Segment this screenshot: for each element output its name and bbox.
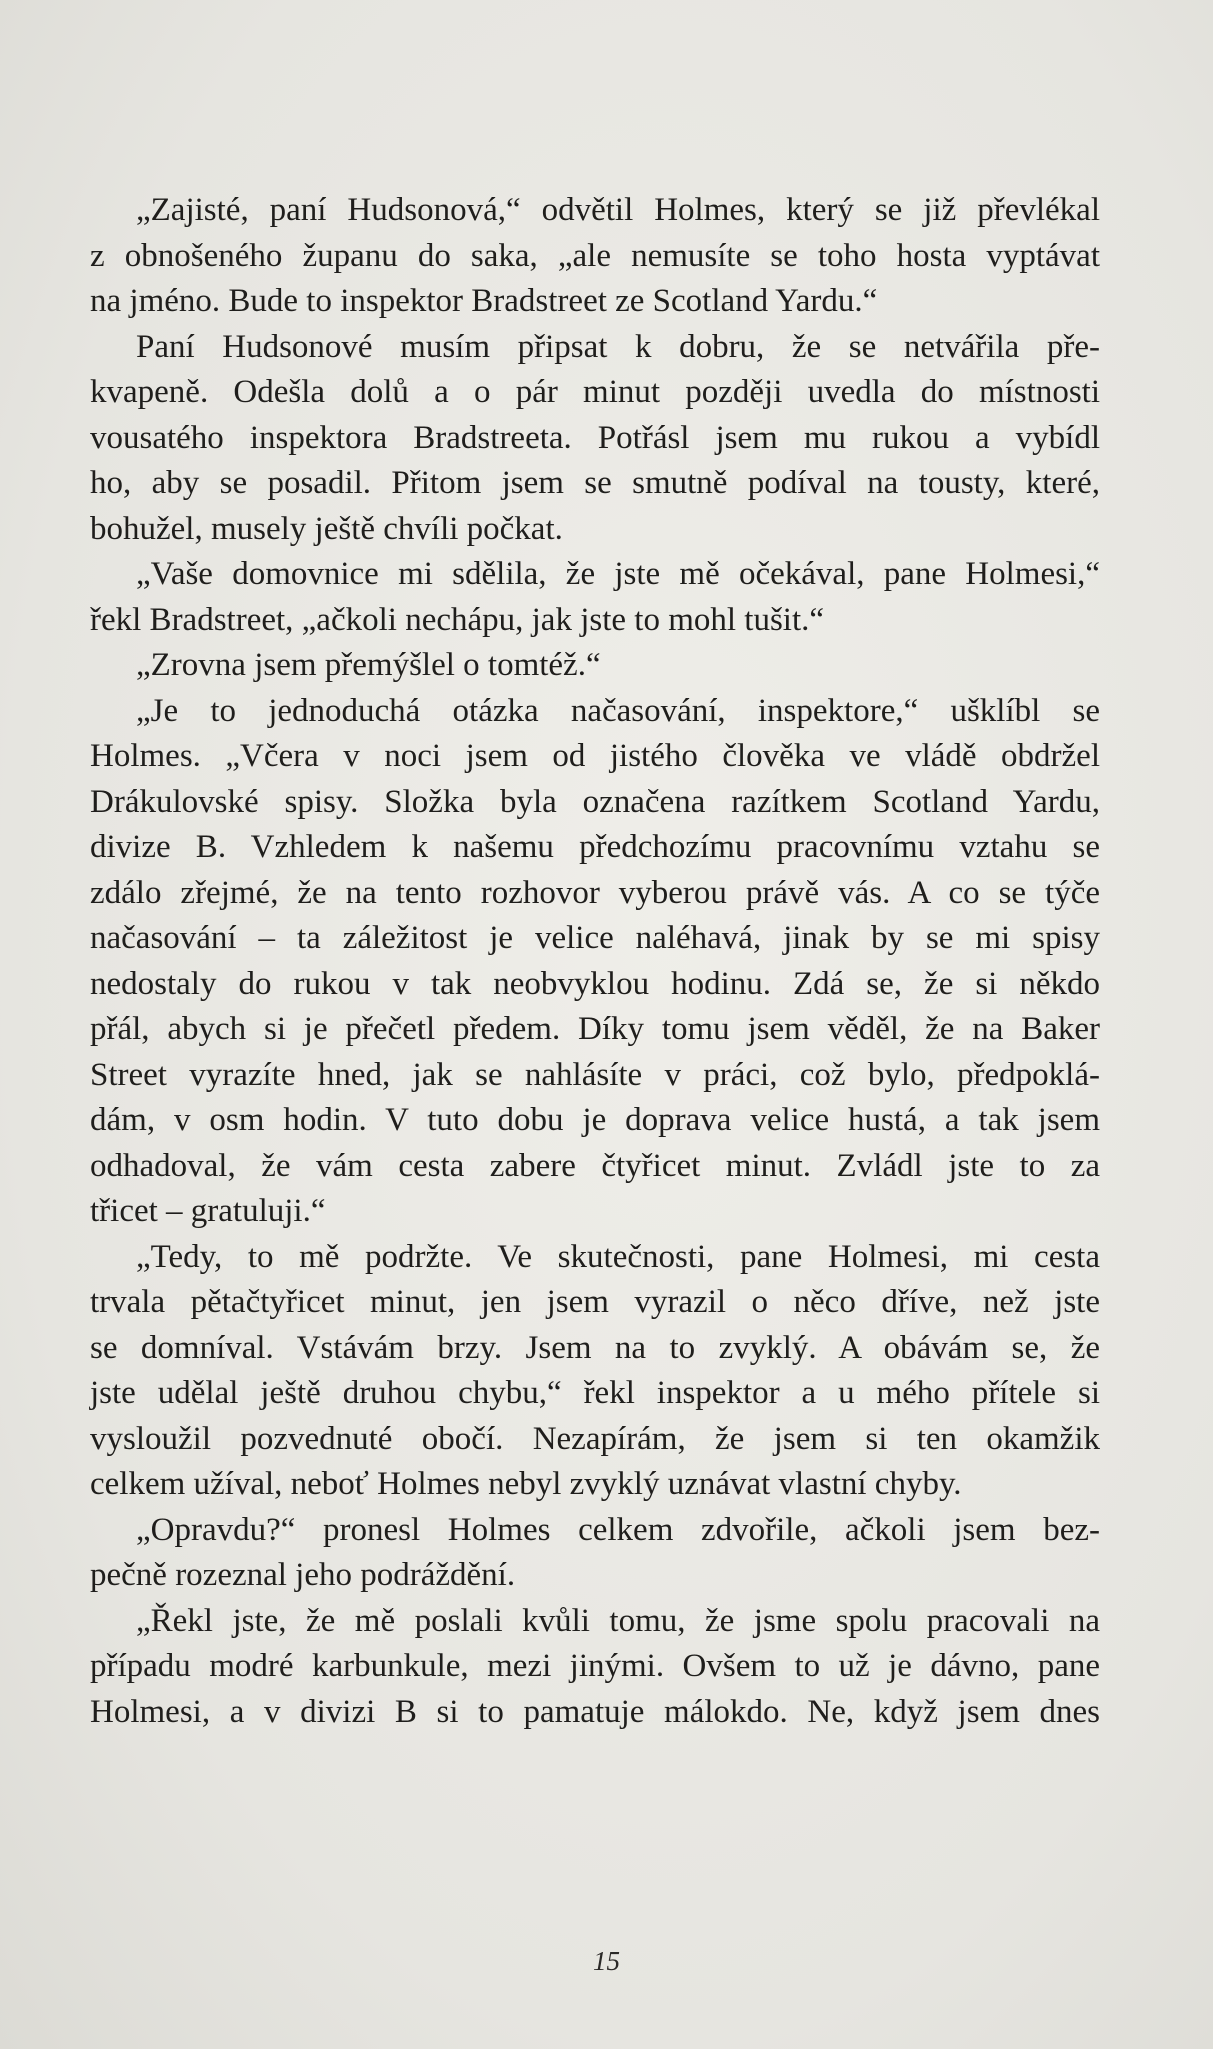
text-line: přál, abych si je přečetl předem. Díky tomu jsem věděl, že na Baker: [90, 1011, 1100, 1047]
text-line: „Řekl jste, že mě poslali kvůli tomu, že jsme spolu pracovali na: [136, 1602, 1100, 1639]
text-line: divize B. Vzhledem k našemu předchozímu pracovnímu vztahu se: [90, 829, 1100, 865]
text-line: „Vaše domovnice mi sdělila, že jste mě očekával, pane Holmesi,“: [136, 556, 1100, 592]
text-line: Drákulovské spisy. Složka byla označena razítkem Scotland Yardu,: [90, 783, 1100, 820]
text-line: třicet – gratuluji.“: [90, 1193, 326, 1229]
text-line: vysloužil pozvednuté obočí. Nezapírám, že jsem si ten okamžik: [90, 1420, 1100, 1457]
text-line: odhadoval, že vám cesta zabere čtyřicet minut. Zvládl jste to za: [90, 1147, 1100, 1184]
text-line: pečně rozeznal jeho podráždění.: [90, 1557, 516, 1593]
text-line: Holmes. „Včera v noci jsem od jistého člověka ve vládě obdržel: [90, 738, 1100, 774]
text-line: nedostaly do rukou v tak neobvyklou hodinu. Zdá se, že si někdo: [90, 965, 1100, 1002]
body-text: [90, 188, 1100, 1735]
text-line: na jméno. Bude to inspektor Bradstreet ze Scotland Yardu.“: [90, 283, 878, 319]
text-line: ho, aby se posadil. Přitom jsem se smutně podíval na tousty, které,: [90, 465, 1100, 501]
text-line: jste udělal ještě druhou chybu,“ řekl inspektor a u mého přítele si: [90, 1375, 1100, 1411]
text-line: bohužel, musely ještě chvíli počkat.: [90, 510, 563, 547]
text-line: případu modré karbunkule, mezi jinými. Ovšem to už je dávno, pane: [90, 1648, 1100, 1684]
text-line: „Zajisté, paní Hudsonová,“ odvětil Holmes, který se již převlékal: [136, 192, 1100, 228]
text-line: kvapeně. Odešla dolů a o pár minut později uvedla do místnosti: [90, 374, 1100, 410]
text-line: vousatého inspektora Bradstreeta. Potřásl jsem mu rukou a vybídl: [90, 419, 1100, 456]
text-line: dám, v osm hodin. V tuto dobu je doprava velice hustá, a tak jsem: [90, 1102, 1100, 1138]
text-line: se domníval. Vstávám brzy. Jsem na to zvyklý. A obávám se, že: [90, 1329, 1100, 1366]
text-line: Holmesi, a v divizi B si to pamatuje málokdo. Ne, když jsem dnes: [90, 1693, 1100, 1730]
text-line: „Opravdu?“ pronesl Holmes celkem zdvořile, ačkoli jsem bez-: [136, 1511, 1100, 1548]
text-line: celkem užíval, neboť Holmes nebyl zvyklý uznávat vlastní chyby.: [90, 1466, 962, 1502]
text-line: „Tedy, to mě podržte. Ve skutečnosti, pane Holmesi, mi cesta: [136, 1238, 1100, 1275]
text-line: Street vyrazíte hned, jak se nahlásíte v práci, což bylo, předpoklá-: [90, 1056, 1100, 1093]
text-line: „Je to jednoduchá otázka načasování, inspektore,“ ušklíbl se: [136, 692, 1100, 729]
text-line: z obnošeného županu do saka, „ale nemusíte se toho hosta vyptávat: [90, 237, 1100, 274]
text-line: řekl Bradstreet, „ačkoli nechápu, jak jste to mohl tušit.“: [90, 601, 825, 638]
page-number: 15: [593, 1946, 620, 1976]
text-line: „Zrovna jsem přemýšlel o tomtéž.“: [136, 647, 601, 683]
text-line: trvala pětačtyřicet minut, jen jsem vyrazil o něco dříve, než jste: [90, 1284, 1100, 1320]
text-line: Paní Hudsonové musím připsat k dobru, že se netvářila pře-: [136, 328, 1100, 365]
text-line: zdálo zřejmé, že na tento rozhovor vyberou právě vás. A co se týče: [90, 874, 1100, 911]
text-line: načasování – ta záležitost je velice naléhavá, jinak by se mi spisy: [90, 920, 1100, 956]
